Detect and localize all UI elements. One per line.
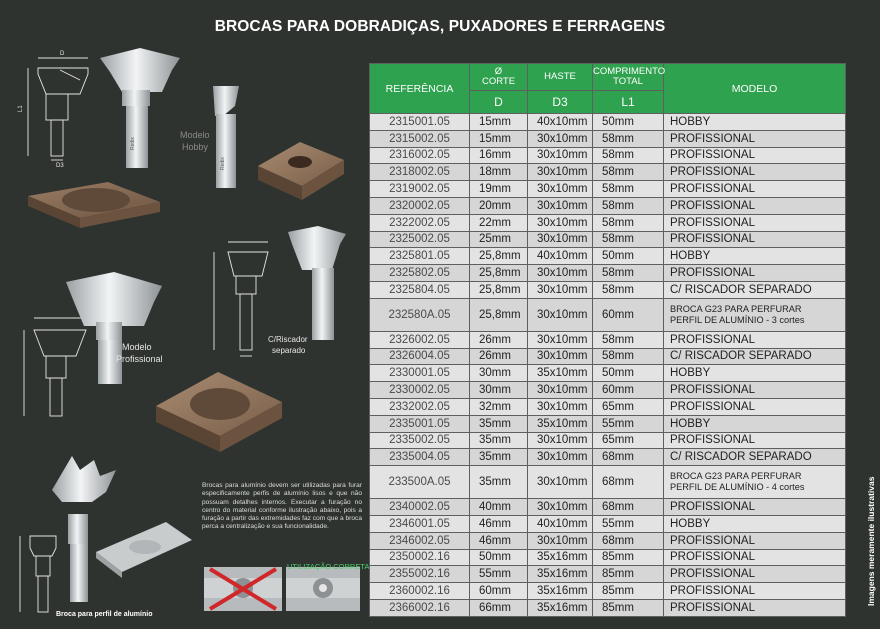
cell-referencia: 233500A.05 — [370, 466, 470, 499]
aluminio-profile — [96, 522, 192, 578]
cell-comprimento: 58mm — [593, 331, 664, 348]
cell-modelo: C/ RISCADOR SEPARADO — [664, 449, 846, 466]
broca-aluminio-caption: Broca para perfil de alumínio — [56, 611, 153, 618]
cell-corte: 40mm — [470, 499, 528, 516]
cell-modelo: PROFISSIONAL — [664, 583, 846, 600]
cell-modelo: PROFISSIONAL — [664, 532, 846, 549]
table-row — [370, 181, 846, 198]
brand-label: Redix — [130, 137, 136, 150]
modelo-line: BROCA G23 PARA PERFURAR — [670, 471, 802, 482]
modelo-profissional-label-1: Modelo — [122, 342, 152, 352]
cell-comprimento: 58mm — [593, 147, 664, 164]
drill-bit-hobby — [213, 86, 239, 188]
table-row — [370, 281, 846, 298]
cell-modelo: PROFISSIONAL — [664, 549, 846, 566]
cell-referencia: 2346001.05 — [370, 515, 470, 532]
cell-haste: 30x10mm — [528, 499, 593, 516]
table-row — [370, 599, 846, 616]
cell-corte: 18mm — [470, 164, 528, 181]
cell-corte: 35mm — [470, 449, 528, 466]
cell-referencia: 2319002.05 — [370, 181, 470, 198]
cell-modelo: PROFISSIONAL — [664, 130, 846, 147]
table-row — [370, 348, 846, 365]
cell-comprimento: 60mm — [593, 298, 664, 331]
table-row — [370, 583, 846, 600]
header-haste: HASTE — [528, 64, 593, 91]
cell-referencia: 2335001.05 — [370, 415, 470, 432]
cell-modelo: PROFISSIONAL — [664, 599, 846, 616]
cell-modelo: PROFISSIONAL — [664, 398, 846, 415]
cell-comprimento: 85mm — [593, 566, 664, 583]
cell-referencia: 2320002.05 — [370, 197, 470, 214]
cell-referencia: 2326002.05 — [370, 331, 470, 348]
dim-d-label: D — [60, 51, 65, 57]
cell-haste: 30x10mm — [528, 449, 593, 466]
riscador-label-2: separado — [272, 346, 306, 355]
cell-modelo: PROFISSIONAL — [664, 566, 846, 583]
cell-corte: 15mm — [470, 114, 528, 131]
cell-corte: 32mm — [470, 398, 528, 415]
side-note: Imagens meramente ilustrativas — [866, 476, 876, 606]
cell-referencia: 2335004.05 — [370, 449, 470, 466]
cell-referencia: 2316002.05 — [370, 147, 470, 164]
modelo-hobby-label-2: Hobby — [182, 142, 209, 152]
cell-haste: 30x10mm — [528, 164, 593, 181]
utilizacao-correta-label: UTILIZAÇÃO CORRETA — [287, 562, 370, 571]
header-referencia: REFERÊNCIA — [370, 64, 470, 114]
cell-haste: 30x10mm — [528, 398, 593, 415]
cell-corte: 16mm — [470, 147, 528, 164]
cell-modelo: PROFISSIONAL — [664, 197, 846, 214]
cell-referencia: 2325801.05 — [370, 248, 470, 265]
correct-usage-panel — [286, 567, 360, 611]
cell-comprimento: 58mm — [593, 197, 664, 214]
table-row — [370, 197, 846, 214]
header-modelo: MODELO — [664, 64, 846, 114]
cell-comprimento: 58mm — [593, 231, 664, 248]
header-corte — [470, 64, 528, 91]
cell-corte: 46mm — [470, 515, 528, 532]
cell-haste: 35x16mm — [528, 599, 593, 616]
cell-referencia: 2326004.05 — [370, 348, 470, 365]
cell-modelo: PROFISSIONAL — [664, 432, 846, 449]
header-comprimento — [593, 64, 664, 91]
cell-haste: 30x10mm — [528, 130, 593, 147]
cell-comprimento: 50mm — [593, 248, 664, 265]
cell-referencia: 2332002.05 — [370, 398, 470, 415]
cell-haste: 30x10mm — [528, 432, 593, 449]
table-row — [370, 515, 846, 532]
cell-modelo: PROFISSIONAL — [664, 265, 846, 282]
cell-referencia: 2340002.05 — [370, 499, 470, 516]
table-row — [370, 214, 846, 231]
modelo-profissional-label-2: Profissional — [116, 354, 163, 364]
cell-corte: 25mm — [470, 231, 528, 248]
cell-corte: 26mm — [470, 331, 528, 348]
table-row — [370, 365, 846, 382]
technical-drawing-aluminio — [20, 536, 56, 612]
table-row — [370, 147, 846, 164]
cell-haste: 35x10mm — [528, 365, 593, 382]
cell-modelo: PROFISSIONAL — [664, 331, 846, 348]
cell-comprimento: 85mm — [593, 583, 664, 600]
cell-comprimento: 58mm — [593, 281, 664, 298]
cell-haste: 30x10mm — [528, 466, 593, 499]
table-row — [370, 248, 846, 265]
cell-referencia: 2315001.05 — [370, 114, 470, 131]
cell-modelo: PROFISSIONAL — [664, 164, 846, 181]
table-header-row — [370, 64, 846, 91]
drill-bit-riscador — [288, 226, 346, 340]
cell-haste: 30x10mm — [528, 265, 593, 282]
cell-haste: 30x10mm — [528, 382, 593, 399]
wood-block-2 — [258, 142, 344, 200]
table-row — [370, 298, 846, 331]
cell-referencia: 2318002.05 — [370, 164, 470, 181]
cell-corte: 15mm — [470, 130, 528, 147]
aluminio-note: Brocas para alumínio devem ser utilizadas para furar especificamente perfis de alumínio lisos e que não possuam detalhes internos. Executar a furação no centro do material conforme ilustração abaixo, pois a furação a partir das extremidades faz com que a broca perca a centralização e sua funcionalidade. — [202, 482, 362, 531]
cell-corte: 30mm — [470, 382, 528, 399]
cell-corte: 60mm — [470, 583, 528, 600]
table-row — [370, 432, 846, 449]
cell-referencia: 2360002.16 — [370, 583, 470, 600]
cell-comprimento: 60mm — [593, 382, 664, 399]
table-row — [370, 549, 846, 566]
drill-bit-aluminio — [52, 456, 116, 602]
wood-block-3 — [156, 372, 282, 452]
cell-modelo: HOBBY — [664, 415, 846, 432]
table-row — [370, 231, 846, 248]
cell-modelo: HOBBY — [664, 515, 846, 532]
table-row — [370, 398, 846, 415]
cell-modelo: PROFISSIONAL — [664, 181, 846, 198]
table-row — [370, 532, 846, 549]
cell-haste: 30x10mm — [528, 181, 593, 198]
technical-drawing-riscador — [214, 242, 268, 356]
table-row — [370, 566, 846, 583]
cell-modelo: HOBBY — [664, 365, 846, 382]
table-row — [370, 466, 846, 499]
cell-corte: 46mm — [470, 532, 528, 549]
header-corte-text: Ø CORTE — [481, 66, 516, 87]
cell-comprimento: 55mm — [593, 415, 664, 432]
cell-referencia: 2325802.05 — [370, 265, 470, 282]
modelo-line: PERFIL DE ALUMÍNIO - 4 cortes — [670, 482, 805, 493]
table-row — [370, 331, 846, 348]
cell-haste: 40x10mm — [528, 248, 593, 265]
cell-referencia: 2330002.05 — [370, 382, 470, 399]
cell-referencia: 2330001.05 — [370, 365, 470, 382]
cell-modelo — [664, 466, 846, 499]
cell-haste: 40x10mm — [528, 114, 593, 131]
cell-haste: 30x10mm — [528, 214, 593, 231]
cell-haste: 30x10mm — [528, 348, 593, 365]
table-row — [370, 114, 846, 131]
table-row — [370, 265, 846, 282]
cell-haste: 30x10mm — [528, 532, 593, 549]
cell-haste: 30x10mm — [528, 331, 593, 348]
modelo-line: BROCA G23 PARA PERFURAR — [670, 303, 802, 314]
cell-corte: 35mm — [470, 432, 528, 449]
cell-referencia: 2325804.05 — [370, 281, 470, 298]
cell-corte: 25,8mm — [470, 298, 528, 331]
table-row — [370, 499, 846, 516]
riscador-label-1: C/Riscador — [268, 335, 308, 344]
header-comprimento-text: COMPRIMENTO TOTAL — [593, 66, 666, 87]
subheader-d: D — [470, 91, 528, 114]
cell-corte: 19mm — [470, 181, 528, 198]
dim-l1-label: L1 — [18, 105, 24, 112]
cell-comprimento: 68mm — [593, 499, 664, 516]
cell-modelo: PROFISSIONAL — [664, 382, 846, 399]
cell-haste: 30x10mm — [528, 231, 593, 248]
cell-haste: 30x10mm — [528, 197, 593, 214]
wrong-usage-panel — [204, 567, 282, 611]
cell-haste: 35x16mm — [528, 583, 593, 600]
technical-drawing-hobby — [28, 58, 88, 160]
cell-corte: 50mm — [470, 549, 528, 566]
cell-corte: 66mm — [470, 599, 528, 616]
cell-corte: 30mm — [470, 365, 528, 382]
cell-corte: 35mm — [470, 415, 528, 432]
cell-modelo: PROFISSIONAL — [664, 499, 846, 516]
modelo-line: PERFIL DE ALUMÍNIO - 3 cortes — [670, 314, 805, 325]
cell-referencia: 2322002.05 — [370, 214, 470, 231]
cell-comprimento: 58mm — [593, 181, 664, 198]
modelo-hobby-label-1: Modelo — [180, 130, 210, 140]
cell-modelo: PROFISSIONAL — [664, 214, 846, 231]
spec-table — [369, 63, 846, 617]
cell-haste: 35x16mm — [528, 549, 593, 566]
cell-comprimento: 68mm — [593, 466, 664, 499]
page-title: BROCAS PARA DOBRADIÇAS, PUXADORES E FERRAGENS — [214, 18, 666, 35]
cell-haste: 30x10mm — [528, 147, 593, 164]
cell-referencia: 2315002.05 — [370, 130, 470, 147]
cell-modelo: C/ RISCADOR SEPARADO — [664, 281, 846, 298]
cell-corte: 35mm — [470, 466, 528, 499]
svg-text:Redix: Redix — [220, 157, 226, 170]
cell-comprimento: 65mm — [593, 432, 664, 449]
cell-haste: 30x10mm — [528, 298, 593, 331]
cell-comprimento: 50mm — [593, 114, 664, 131]
cell-comprimento: 85mm — [593, 599, 664, 616]
cell-modelo — [664, 298, 846, 331]
cell-modelo: HOBBY — [664, 114, 846, 131]
cell-haste: 35x10mm — [528, 415, 593, 432]
cell-referencia: 2355002.16 — [370, 566, 470, 583]
subheader-d3: D3 — [528, 91, 593, 114]
cell-comprimento: 65mm — [593, 398, 664, 415]
cell-haste: 35x16mm — [528, 566, 593, 583]
cell-referencia: 2366002.16 — [370, 599, 470, 616]
cell-comprimento: 58mm — [593, 164, 664, 181]
table-row — [370, 130, 846, 147]
cell-modelo: C/ RISCADOR SEPARADO — [664, 348, 846, 365]
cell-corte: 55mm — [470, 566, 528, 583]
cell-corte: 20mm — [470, 197, 528, 214]
subheader-l1: L1 — [593, 91, 664, 114]
cell-comprimento: 55mm — [593, 515, 664, 532]
cell-corte: 22mm — [470, 214, 528, 231]
cell-comprimento: 58mm — [593, 130, 664, 147]
cell-comprimento: 58mm — [593, 348, 664, 365]
table-row — [370, 449, 846, 466]
cell-comprimento: 50mm — [593, 365, 664, 382]
technical-drawing-profissional — [24, 318, 86, 416]
cell-referencia: 2335002.05 — [370, 432, 470, 449]
cell-referencia: 2350002.16 — [370, 549, 470, 566]
cell-comprimento: 58mm — [593, 265, 664, 282]
dim-d3-label: D3 — [56, 163, 64, 169]
cell-referencia: 232580A.05 — [370, 298, 470, 331]
drill-bit-profissional-2 — [66, 272, 162, 384]
cell-corte: 25,8mm — [470, 248, 528, 265]
cell-haste: 30x10mm — [528, 281, 593, 298]
cell-modelo: PROFISSIONAL — [664, 231, 846, 248]
cell-comprimento: 58mm — [593, 214, 664, 231]
cell-referencia: 2346002.05 — [370, 532, 470, 549]
table-row — [370, 382, 846, 399]
cell-corte: 26mm — [470, 348, 528, 365]
cell-modelo: HOBBY — [664, 248, 846, 265]
table-row — [370, 164, 846, 181]
drill-bit-profissional-1 — [100, 48, 180, 168]
product-illustrations — [0, 0, 368, 629]
table-row — [370, 415, 846, 432]
cell-modelo: PROFISSIONAL — [664, 147, 846, 164]
wood-block-1 — [28, 182, 160, 228]
cell-referencia: 2325002.05 — [370, 231, 470, 248]
cell-comprimento: 68mm — [593, 532, 664, 549]
cell-comprimento: 85mm — [593, 549, 664, 566]
cell-comprimento: 68mm — [593, 449, 664, 466]
cell-corte: 25,8mm — [470, 281, 528, 298]
cell-corte: 25,8mm — [470, 265, 528, 282]
cell-haste: 40x10mm — [528, 515, 593, 532]
